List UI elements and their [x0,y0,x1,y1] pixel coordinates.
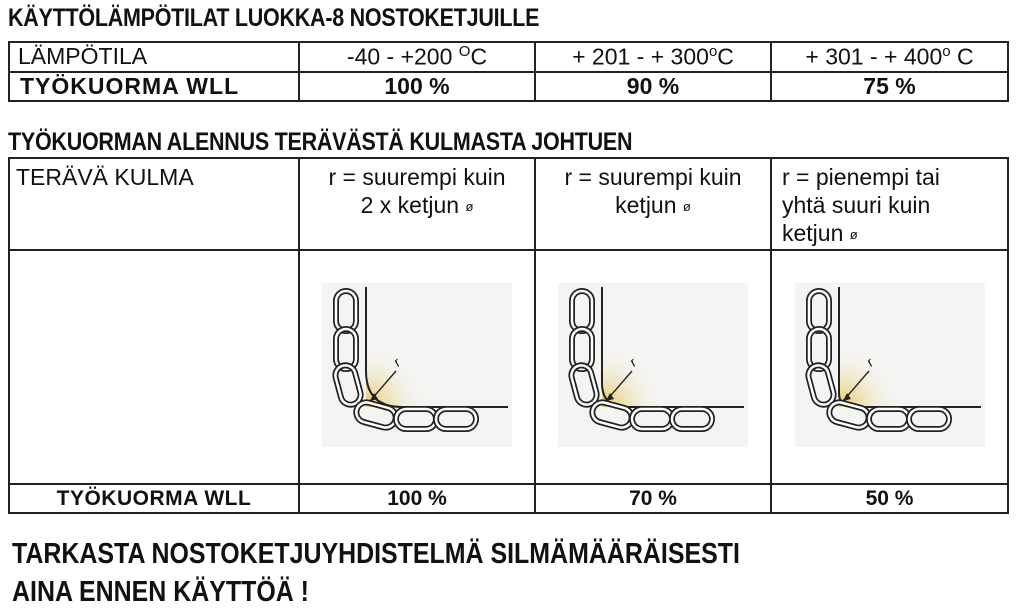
radius-label: r [626,354,640,369]
radius-label: r [390,354,404,369]
corner-illustration-row [9,250,1008,484]
corner-wll-label: TYÖKUORMA WLL [9,484,299,513]
chain-corner-illustration [322,283,512,447]
temperature-heading: KÄYTTÖLÄMPÖTILAT LUOKKA-8 NOSTOKETJUILLE [8,4,540,32]
temperature-table [8,41,1009,102]
temperature-row-label: LÄMPÖTILA [9,42,299,72]
chain-corner-illustration [795,283,985,447]
corner-condition-row [9,158,1008,250]
temperature-range-3: + 301 - + $400^o$ C [771,42,1008,72]
warning-line-2: AINA ENNEN KÄYTTÖÄ ! [12,576,309,608]
corner-wll-row [9,484,1008,513]
temperature-wll-1: 100 % [299,72,535,101]
corner-wll-2: 70 % [535,484,771,513]
corner-wll-1: 100 % [299,484,535,513]
temperature-range-row [9,42,1008,72]
corner-row-label: TERÄVÄ KULMA [9,158,299,250]
chain-corner-illustration [558,283,748,447]
corner-condition-1: r = suurempi kuin 2 x ketjun ø [299,158,535,250]
illustration-cell-1 [299,250,535,484]
temperature-range-1: -40 - +200 $^O$C [299,42,535,72]
temperature-wll-row [9,72,1008,101]
temperature-wll-3: 75 % [771,72,1008,101]
temperature-wll-label: TYÖKUORMA WLL [9,72,299,101]
corner-wll-3: 50 % [771,484,1008,513]
illustration-cell-2 [535,250,771,484]
diameter-icon: ø [465,199,474,214]
corner-heading: TYÖKUORMAN ALENNUS TERÄVÄSTÄ KULMASTA JOHTUEN [8,128,633,156]
temperature-range-2: + 201 - + $300^oC$ [535,42,771,72]
illustration-cell-3 [771,250,1008,484]
corner-condition-3: r = pienempi tai yhtä suuri kuin ketjun ø [771,158,1008,250]
corner-condition-2: r = suurempi kuin ketjun ø [535,158,771,250]
corner-table [8,157,1009,514]
temperature-wll-2: 90 % [535,72,771,101]
warning-line-1: TARKASTA NOSTOKETJUYHDISTELMÄ SILMÄMÄÄRÄISESTI [12,538,740,570]
empty-cell [9,250,299,484]
diameter-icon: ø [682,199,691,214]
radius-label: r [862,354,876,369]
diameter-icon: ø [849,227,858,242]
inspection-warning [12,535,740,611]
